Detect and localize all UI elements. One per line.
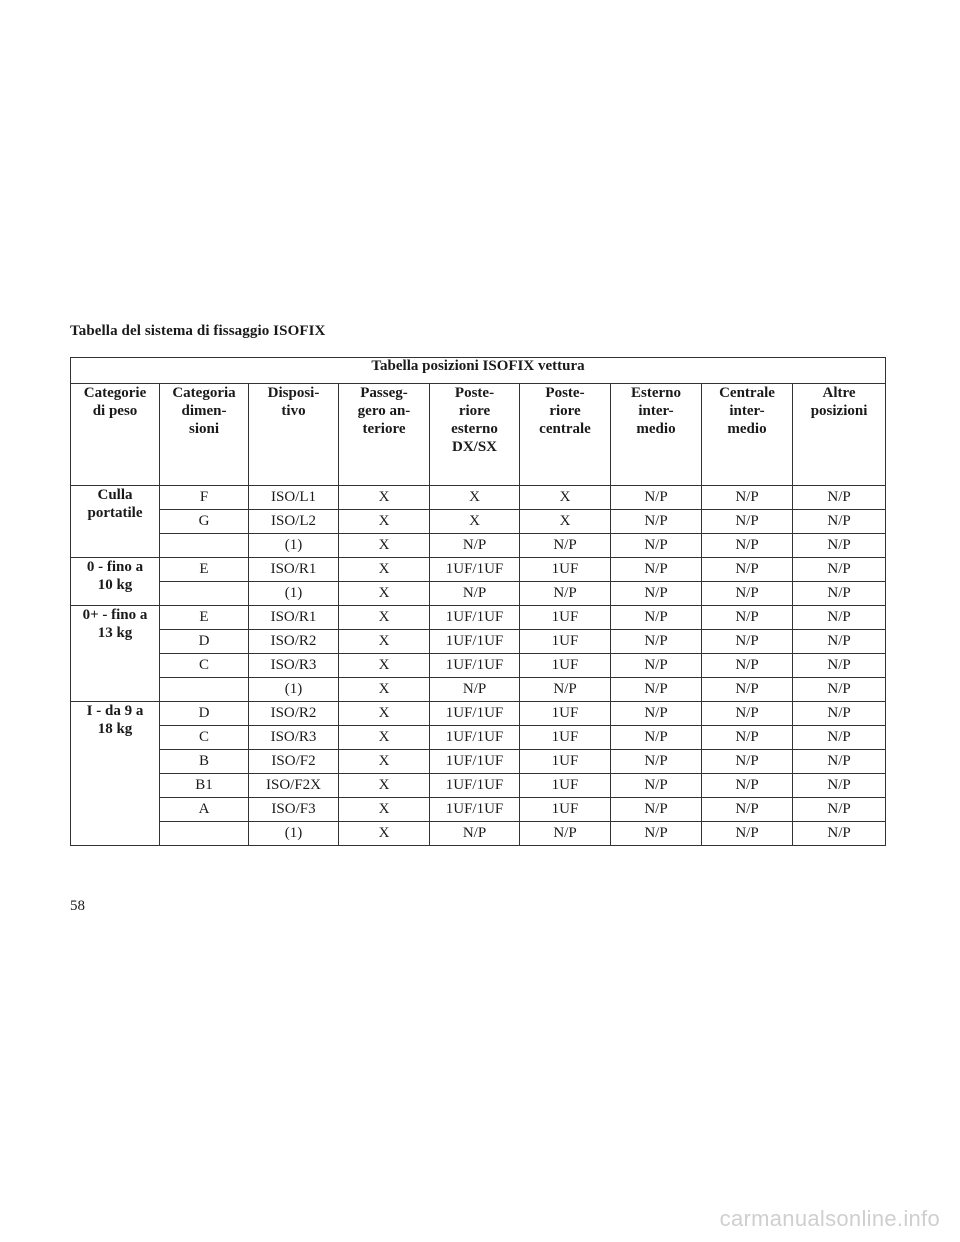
column-header-line: di peso (92, 403, 138, 419)
table-cell: E (160, 558, 249, 582)
table-cell: C (160, 726, 249, 750)
column-header-line: esterno (451, 421, 498, 437)
isofix-positions-table (70, 357, 886, 846)
table-body (71, 486, 886, 846)
table-cell: N/P (702, 654, 793, 678)
table-row (71, 582, 886, 606)
watermark: carmanualsonline.info (719, 1206, 940, 1231)
table-cell: N/P (611, 726, 702, 750)
column-header-line: centrale (539, 421, 591, 437)
table-cell: N/P (611, 510, 702, 534)
table-cell: N/P (793, 726, 886, 750)
table-cell: 1UF/1UF (430, 654, 520, 678)
table-cell: X (339, 726, 430, 750)
table-cell: ISO/F2 (249, 750, 339, 774)
table-cell (160, 534, 249, 558)
table-cell: 1UF (520, 798, 611, 822)
column-header (793, 384, 886, 486)
table-cell: N/P (702, 534, 793, 558)
table-cell: 1UF (520, 630, 611, 654)
table-cell: A (160, 798, 249, 822)
column-header (160, 384, 249, 486)
table-cell: X (430, 486, 520, 510)
column-header-line: Categoria (172, 385, 236, 401)
table-cell: 1UF (520, 702, 611, 726)
table-cell: X (339, 654, 430, 678)
column-header (339, 384, 430, 486)
table-cell: N/P (702, 822, 793, 846)
table-cell: N/P (702, 582, 793, 606)
column-header-line: medio (636, 421, 676, 437)
table-cell: X (339, 798, 430, 822)
table-cell: ISO/R1 (249, 606, 339, 630)
table-cell: N/P (793, 582, 886, 606)
table-cell: N/P (793, 510, 886, 534)
table-cell: N/P (702, 750, 793, 774)
table-cell: 1UF (520, 606, 611, 630)
column-header-line: Centrale (719, 385, 775, 401)
table-cell: E (160, 606, 249, 630)
table-cell: 1UF/1UF (430, 558, 520, 582)
table-cell: N/P (793, 486, 886, 510)
weight-category-line: 0+ - fino a (82, 607, 148, 623)
table-cell: N/P (793, 558, 886, 582)
table-cell: X (339, 678, 430, 702)
column-header-line: Passeg- (360, 385, 408, 401)
table-cell: G (160, 510, 249, 534)
table-cell: 1UF/1UF (430, 798, 520, 822)
weight-category-cell (71, 486, 160, 558)
table-cell: N/P (430, 534, 520, 558)
column-header (71, 384, 160, 486)
column-header-line: riore (549, 403, 581, 419)
table-cell: N/P (793, 606, 886, 630)
column-header-line: dimen- (181, 403, 227, 419)
table-cell: N/P (702, 606, 793, 630)
table-cell: N/P (702, 726, 793, 750)
table-cell: N/P (611, 534, 702, 558)
table-cell: 1UF (520, 726, 611, 750)
table-cell: ISO/R2 (249, 630, 339, 654)
table-cell: X (339, 534, 430, 558)
table-cell: N/P (702, 510, 793, 534)
column-header-line: gero an- (357, 403, 411, 419)
table-cell: N/P (793, 750, 886, 774)
table-cell: B1 (160, 774, 249, 798)
column-header-line: tivo (281, 403, 306, 419)
column-header (249, 384, 339, 486)
table-cell: X (339, 822, 430, 846)
table-cell: N/P (611, 654, 702, 678)
table-row (71, 750, 886, 774)
table-cell (160, 582, 249, 606)
table-cell: 1UF/1UF (430, 726, 520, 750)
table-cell: N/P (793, 534, 886, 558)
column-header-line: Disposi- (267, 385, 320, 401)
table-cell: (1) (249, 534, 339, 558)
table-row (71, 534, 886, 558)
table-cell: X (339, 750, 430, 774)
table-cell: C (160, 654, 249, 678)
table-cell: N/P (611, 750, 702, 774)
table-cell: B (160, 750, 249, 774)
table-cell: 1UF/1UF (430, 750, 520, 774)
table-cell: D (160, 630, 249, 654)
table-cell: N/P (611, 630, 702, 654)
column-header-line: Altre (822, 385, 856, 401)
table-row (71, 798, 886, 822)
table-cell: N/P (793, 678, 886, 702)
weight-category-line: 18 kg (97, 721, 133, 737)
weight-category-line: 10 kg (97, 577, 133, 593)
table-cell: 1UF (520, 750, 611, 774)
column-header-line: posizioni (810, 403, 868, 419)
table-cell: N/P (793, 822, 886, 846)
column-header-line: DX/SX (451, 439, 497, 455)
column-header (520, 384, 611, 486)
table-cell: N/P (611, 606, 702, 630)
table-cell: (1) (249, 582, 339, 606)
table-cell: ISO/F3 (249, 798, 339, 822)
table-row (71, 606, 886, 630)
column-header-line: riore (458, 403, 491, 419)
table-row (71, 630, 886, 654)
table-cell: ISO/R2 (249, 702, 339, 726)
table-cell: 1UF (520, 558, 611, 582)
column-header-line: teriore (362, 421, 406, 437)
table-cell: N/P (430, 678, 520, 702)
table-cell (160, 678, 249, 702)
table-cell: N/P (611, 678, 702, 702)
table-cell: 1UF (520, 654, 611, 678)
table-row (71, 654, 886, 678)
table-cell: X (339, 606, 430, 630)
table-cell: ISO/R3 (249, 654, 339, 678)
column-header-line: Esterno (631, 385, 681, 401)
table-cell: X (339, 582, 430, 606)
table-cell: 1UF/1UF (430, 630, 520, 654)
column-header (430, 384, 520, 486)
weight-category-line: Culla (97, 487, 133, 503)
table-cell: (1) (249, 822, 339, 846)
table-cell: X (339, 630, 430, 654)
table-row (71, 558, 886, 582)
table-row (71, 702, 886, 726)
table-cell: X (520, 486, 611, 510)
table-cell: N/P (702, 486, 793, 510)
column-header-line: medio (727, 421, 767, 437)
column-header-line: Poste- (545, 385, 585, 401)
table-cell: D (160, 702, 249, 726)
column-header-line: inter- (638, 403, 674, 419)
column-header-line: Categorie (83, 385, 147, 401)
table-cell: N/P (430, 822, 520, 846)
table-cell: 1UF/1UF (430, 702, 520, 726)
table-cell: ISO/F2X (249, 774, 339, 798)
weight-category-line: 13 kg (97, 625, 133, 641)
table-cell: X (339, 774, 430, 798)
column-header (611, 384, 702, 486)
table-caption: Tabella del sistema di fissaggio ISOFIX (70, 323, 326, 339)
column-header-line: sioni (188, 421, 219, 437)
table-cell: N/P (520, 534, 611, 558)
table-cell: N/P (520, 582, 611, 606)
table-cell: N/P (611, 798, 702, 822)
column-header (702, 384, 793, 486)
table-cell: N/P (611, 558, 702, 582)
weight-category-line: portatile (87, 505, 143, 521)
table-cell: N/P (702, 702, 793, 726)
table-cell: N/P (611, 822, 702, 846)
table-cell: ISO/L1 (249, 486, 339, 510)
table-cell: N/P (793, 702, 886, 726)
table-cell: X (339, 510, 430, 534)
table-cell: X (430, 510, 520, 534)
table-row (71, 822, 886, 846)
page-number: 58 (70, 898, 85, 914)
table-cell: N/P (611, 702, 702, 726)
table-cell: N/P (702, 558, 793, 582)
table-cell: ISO/R1 (249, 558, 339, 582)
weight-category-cell (71, 558, 160, 606)
table-cell: N/P (611, 582, 702, 606)
table-cell: N/P (702, 774, 793, 798)
table-cell: N/P (611, 774, 702, 798)
table-row (71, 678, 886, 702)
table-cell: N/P (702, 678, 793, 702)
table-cell: N/P (702, 798, 793, 822)
table-row (71, 726, 886, 750)
table-cell: X (520, 510, 611, 534)
weight-category-cell (71, 702, 160, 846)
table-cell: N/P (793, 798, 886, 822)
table-cell: N/P (520, 822, 611, 846)
table-cell: N/P (611, 486, 702, 510)
table-cell: N/P (793, 774, 886, 798)
column-header-line: Poste- (454, 385, 495, 401)
table-cell: N/P (520, 678, 611, 702)
column-header-line: inter- (729, 403, 765, 419)
table-cell: N/P (793, 654, 886, 678)
table-cell: ISO/R3 (249, 726, 339, 750)
table-cell: 1UF/1UF (430, 606, 520, 630)
table-cell: 1UF (520, 774, 611, 798)
table-title: Tabella posizioni ISOFIX vettura (71, 358, 886, 384)
table-cell: X (339, 558, 430, 582)
table-cell: ISO/L2 (249, 510, 339, 534)
table-row (71, 510, 886, 534)
column-header-row (71, 384, 886, 486)
table-cell: F (160, 486, 249, 510)
weight-category-line: 0 - fino a (86, 559, 144, 575)
table-cell: X (339, 486, 430, 510)
table-cell: X (339, 702, 430, 726)
weight-category-cell (71, 606, 160, 702)
table-cell: N/P (430, 582, 520, 606)
weight-category-line: I - da 9 a (86, 703, 144, 719)
table-cell: 1UF/1UF (430, 774, 520, 798)
table-cell (160, 822, 249, 846)
table-row (71, 486, 886, 510)
table-row (71, 774, 886, 798)
table-cell: (1) (249, 678, 339, 702)
table-cell: N/P (793, 630, 886, 654)
table-cell: N/P (702, 630, 793, 654)
